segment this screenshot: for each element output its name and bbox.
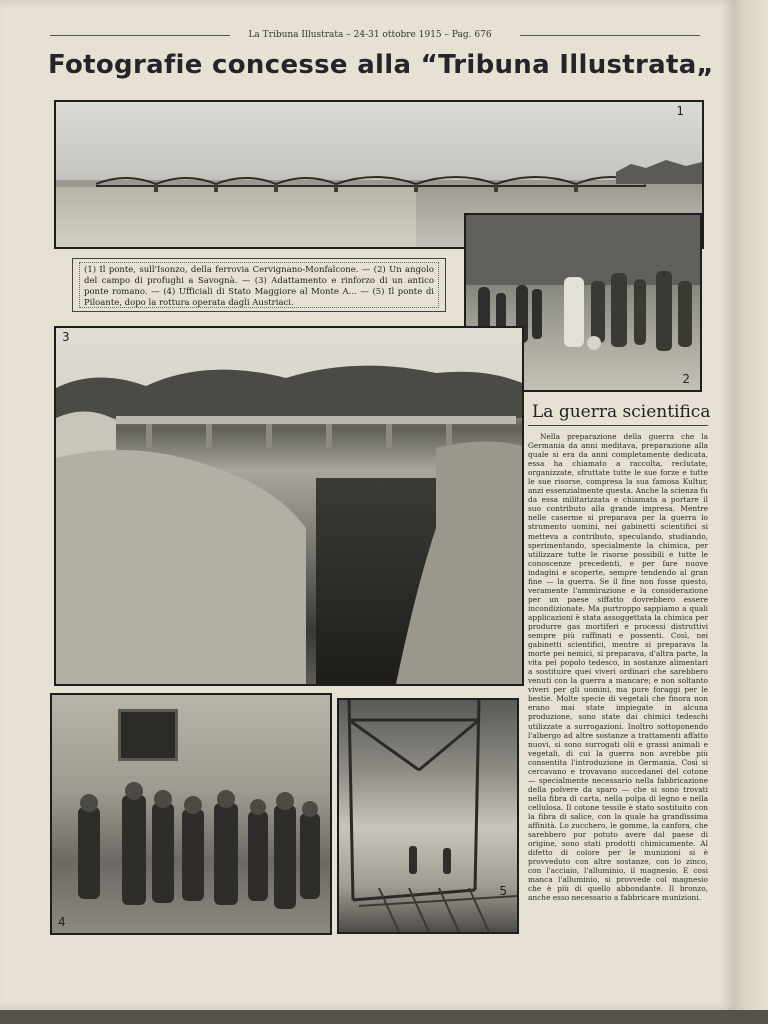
- page-headline: Fotografie concesse alla “Tribuna Illustrata„: [48, 50, 714, 80]
- photo-number: 5: [499, 884, 507, 898]
- running-head: [40, 28, 700, 42]
- photo-caption: (1) Il ponte, sull'Isonzo, della ferrovia Cervignano-Monfalcone. — (2) Un angolo del campo di profughi a Savognà. — (3) Adattamento e rinforzo di un antico ponte romano. — (4) Ufficiali di Stato Maggiore al Monte A... — (5) Il ponte di Piloante, dopo la rottura operata dagli Austriaci.: [79, 262, 439, 308]
- photo-number: 1: [676, 104, 684, 118]
- bridge-truss-illustration: [339, 700, 517, 932]
- photo-piloante-bridge: [337, 698, 519, 934]
- running-head-rule-left: [50, 35, 230, 36]
- article-body: [528, 432, 708, 944]
- photo-number: 3: [62, 330, 70, 344]
- next-page-edge: [735, 0, 768, 1010]
- page-bottom-shadow: [0, 1010, 768, 1024]
- photo-number: 4: [58, 915, 66, 929]
- photo-caption-box: [72, 258, 446, 312]
- article-title-rule: [528, 425, 708, 426]
- photo-roman-bridge: [54, 326, 524, 686]
- photo-number: 2: [682, 372, 690, 386]
- article-paragraph: Nella preparazione della guerra che la Germania da anni meditava, preparazione alla quale si era da anni completamente dedicata, essa ha chiamato a raccolta, reclutate, organizzate, sfruttate tutte le sue forze e tutte le sue risorse, compresa la sua famosa Kultur, anzi essenzialmente questa. Anche la scienza fu da essa militarizzata e chiamata a portare il suo contributo alla grande impresa. Mentre nelle caserme si preparava per la guerra lo strumento uomini, nei gabinetti scientifici si metteva a contributo, speculando, studiando, sperimentando, specialmente la chimica, per utilizzare tutte le risorse possibili e tutte le conoscenze precedenti, e per fare nuove indagini e scoperte, sempre tendendo al gran fine — la guerra. Se il fine non fosse questo, veramente l'ammirazione e la considerazione per un paese siffatto dovrebbero essere incondizionate. Ma purtroppo sappiamo a quali applicazioni è stata assoggettata la chimica per produrre gas mortiferi e processi distruttivi sempre più raffinati e possenti. Così, nei gabinetti scientifici, mentre si preparava la morte pei nemici, si preparava, d'altra parte, la vita pel popolo tedesco, in sostanze alimentari a sostituire quei viveri ordinari che sarebbero venuti con la guerra a mancare; e non soltanto viveri per gli uomini, ma pure foraggi per le bestie. Molte specie di vegetali che finora non erano mai state impiegate in alcuna produzione, sono state dai chimici tedeschi utilizzate a surrogazioni. Inoltro sottoponendo l'albergo ad altre sostanze a trattamenti affatto nuovi, si sono surrogati olii e grassi animali e vegetali, di cui la guerra non avrebbe più consentita l'introduzione in Germania. Così si cercavano e trovavano succedanei del cotone — specialmente necessario nella fabbricazione della polvere da sparo — che si sono trovati nella fibra di carta, nella polpa di legno e nella cellulosa. Il cotone tessile è stato sostituito con la fibra di salice, con la quale ha grandissima affinità. Lo zucchero, le gomme, la canfora, che sarebbero pur potuto avere dal paese di origine, sono stati prodotti chimicamente. Al difetto di colore per le munizioni si è provveduto con altre sostanze, con lo zinco, con l'acciaio, l'alluminio, il magnesio. E così manca l'alluminio, si provvede col magnesio che è più di quello abbondante. Il bronzo, anche esso necessario a fabbricare munizioni.: [528, 432, 708, 903]
- roman-bridge-illustration: [56, 328, 522, 684]
- running-head-rule-right: [520, 35, 700, 36]
- photo-staff-officers: [50, 693, 332, 935]
- running-head-text: La Tribuna Illustrata – 24-31 ottobre 1915 – Pag. 676: [242, 30, 497, 40]
- officers-group-illustration: [52, 695, 330, 933]
- article-title: La guerra scientifica: [532, 402, 711, 422]
